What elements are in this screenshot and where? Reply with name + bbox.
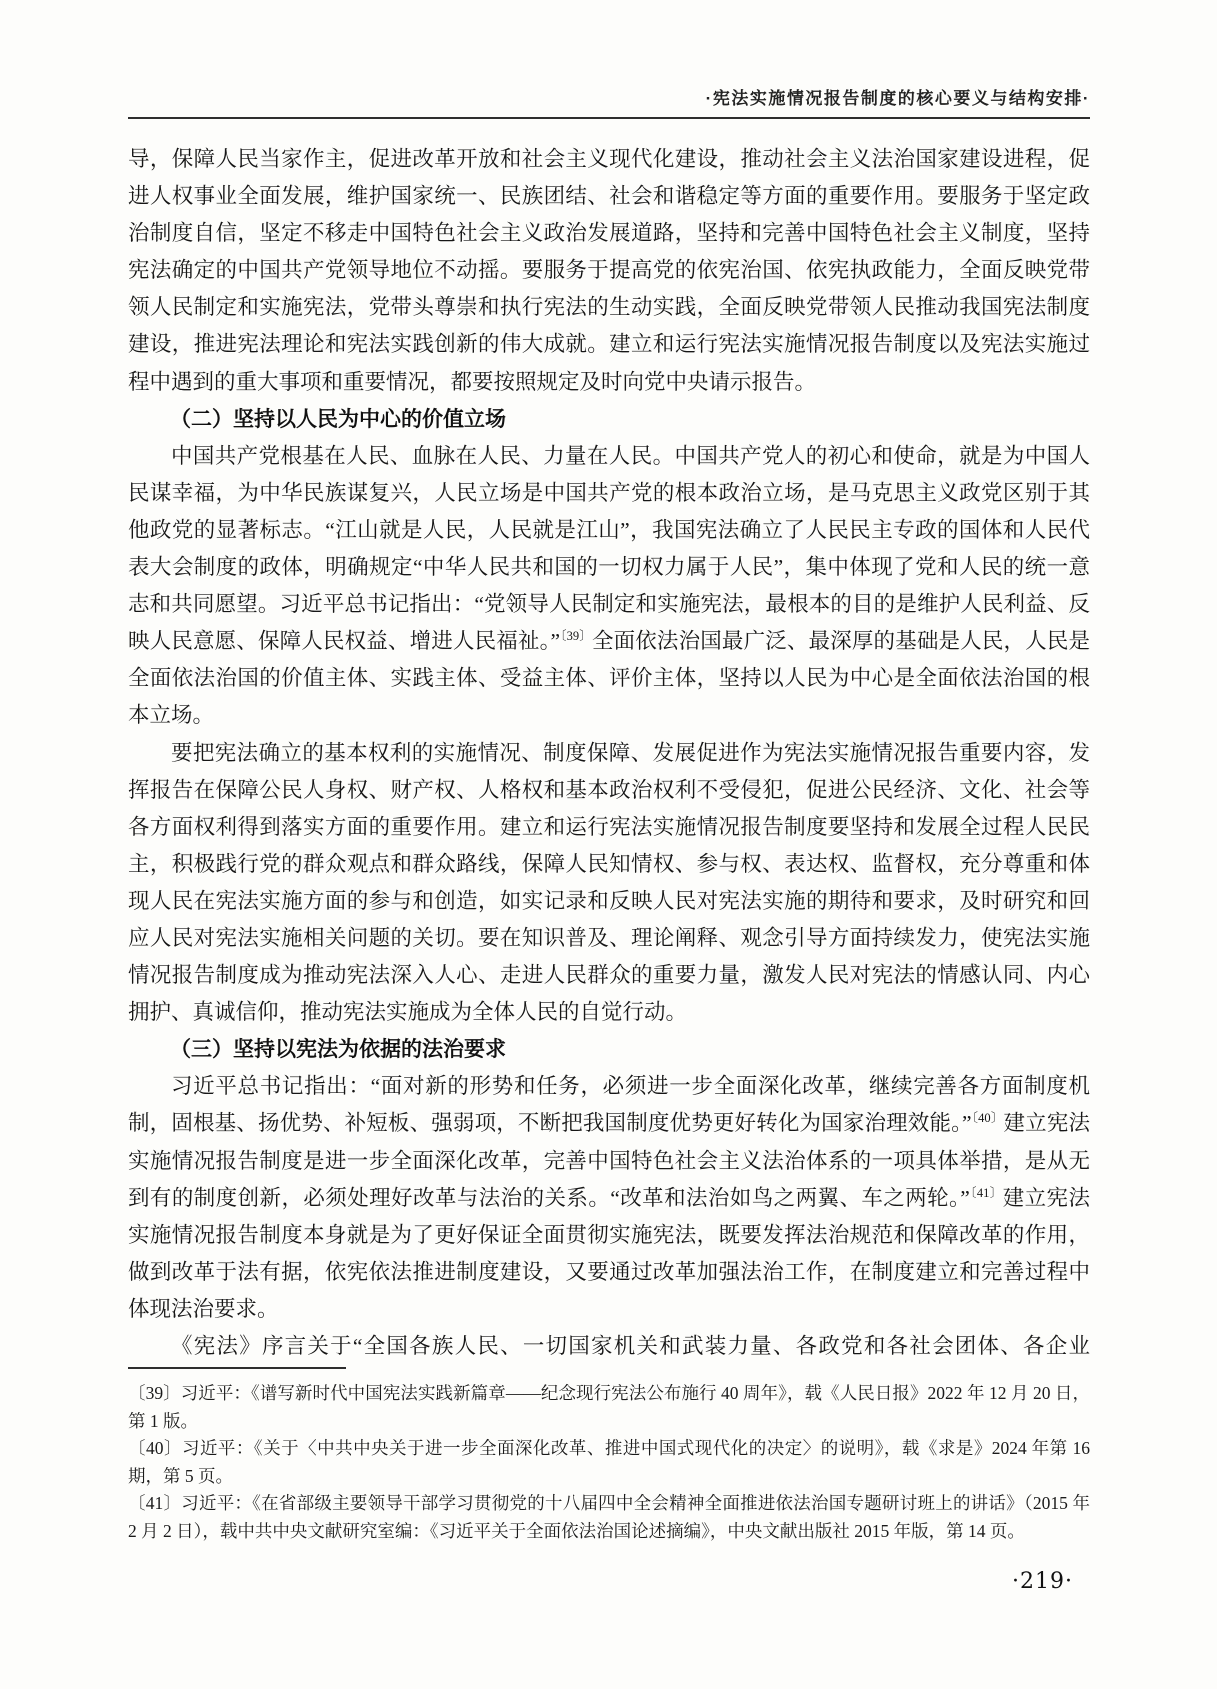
paragraph: 要把宪法确立的基本权利的实施情况、制度保障、发展促进作为宪法实施情况报告重要内容，发挥报告在保障公民人身权、财产权、人格权和基本政治权利不受侵犯，促进公民经济、文化、社会等各方面权利得到落实方面的重要作用。建立和运行宪法实施情况报告制度要坚持和发展全过程人民民主，积极践行党的群众观点和群众路线，保障人民知情权、参与权、表达权、监督权，充分尊重和体现人民在宪法实施方面的参与和创造，如实记录和反映人民对宪法实施的期待和要求，及时研究和回应人民对宪法实施相关问题的关切。要在知识普及、理论阐释、观念引导方面持续发力，使宪法实施情况报告制度成为推动宪法深入人心、走进人民群众的重要力量，激发人民对宪法的情感认同、内心拥护、真诚信仰，推动宪法实施成为全体人民的自觉行动。 xyxy=(128,740,1090,1025)
paragraph xyxy=(128,1068,1090,1328)
running-header-title: ·宪法实施情况报告制度的核心要义与结构安排· xyxy=(705,89,1090,108)
paragraph-page-break: 《宪法》序言关于“全国各族人民、一切国家机关和武装力量、各政党和各社会团体、各企业 xyxy=(171,1334,1090,1358)
paragraph-text: 建立宪法实施情况报告制度是进一步全面深化改革，完善中国特色社会主义法治体系的一项具体举措，是从无到有的制度创新，必须处理好改革与法治的关系。“改革和法治如鸟之两翼、车之两轮。” xyxy=(128,1111,1090,1210)
footnote-ref-41: 〔41〕 xyxy=(969,1185,1003,1200)
footnote-section xyxy=(128,1367,1090,1545)
paragraph-text: 中国共产党根基在人民、血脉在人民、力量在人民。中国共产党人的初心和使命，就是为中国人民谋幸福，为中华民族谋复兴，人民立场是中国共产党的根本政治立场，是马克思主义政党区别于其他政党的显著标志。“江山就是人民，人民就是江山”，我国宪法确立了人民民主专政的国体和人民代表大会制度的政体，明确规定“中华人民共和国的一切权力属于人民”，集中体现了党和人民的统一意志和共同愿望。习近平总书记指出：“党领导人民制定和实施宪法，最根本的目的是维护人民利益、反映人民意愿、保障人民权益、增进人民福祉。” xyxy=(128,443,1090,654)
paragraph xyxy=(128,438,1090,735)
footnote-40: 〔40〕习近平：《关于〈中共中央关于进一步全面深化改革、推进中国式现代化的决定〉的说明》，载《求是》2024 年第 16 期，第 5 页。 xyxy=(128,1438,1090,1486)
paragraph-continuation: 导，保障人民当家作主，促进改革开放和社会主义现代化建设，推动社会主义法治国家建设进程，促进人权事业全面发展，维护国家统一、民族团结、社会和谐稳定等方面的重要作用。要服务于坚定政治制度自信，坚定不移走中国特色社会主义政治发展道路，坚持和完善中国特色社会主义制度，坚持宪法确定的中国共产党领导地位不动摇。要服务于提高党的依宪治国、依宪执政能力，全面反映党带领人民制定和实施宪法，党带头尊崇和执行宪法的生动实践，全面反映党带领人民推动我国宪法制度建设，推进宪法理论和宪法实践创新的伟大成就。建立和运行宪法实施情况报告制度以及宪法实施过程中遇到的重大事项和重要情况，都要按照规定及时向党中央请示报告。 xyxy=(128,147,1090,394)
footnote-41: 〔41〕习近平：《在省部级主要领导干部学习贯彻党的十八届四中全会精神全面推进依法治国专题研讨班上的讲话》（2015 年 2 月 2 日），载中共中央文献研究室编：《习近平关于全面依法治国论述摘编》，中央文献出版社 2015 年版，第 14 页。 xyxy=(128,1493,1090,1541)
header-rule xyxy=(128,117,1090,119)
footnote-separator-rule xyxy=(128,1367,346,1369)
section-heading-2: （二）坚持以人民为中心的价值立场 xyxy=(170,407,506,431)
paragraph-text: 习近平总书记指出：“面对新的形势和任务，必须进一步全面深化改革，继续完善各方面制度机制，固根基、扬优势、补短板、强弱项，不断把我国制度优势更好转化为国家治理效能。” xyxy=(128,1074,1090,1136)
article-body xyxy=(128,141,1090,1365)
paragraph-text: 建立宪法实施情况报告制度本身就是为了更好保证全面贯彻实施宪法，既要发挥法治规范和保障改革的作用，做到改革于法有据，依宪依法推进制度建设，又要通过改革加强法治工作，在制度建立和完善过程中体现法治要求。 xyxy=(128,1185,1090,1321)
footnote-ref-39: 〔39〕 xyxy=(560,629,592,644)
paragraph-text: 全面依法治国最广泛、最深厚的基础是人民，人民是全面依法治国的价值主体、实践主体、受益主体、评价主体，坚持以人民为中心是全面依法治国的根本立场。 xyxy=(128,629,1090,728)
page-number: ·219· xyxy=(1012,1569,1073,1594)
footnote-ref-40: 〔40〕 xyxy=(971,1111,1004,1126)
section-heading-3: （三）坚持以宪法为依据的法治要求 xyxy=(170,1038,506,1062)
footnote-39: 〔39〕习近平：《谱写新时代中国宪法实践新篇章——纪念现行宪法公布施行 40 周年》，载《人民日报》2022 年 12 月 20 日，第 1 版。 xyxy=(128,1383,1090,1431)
